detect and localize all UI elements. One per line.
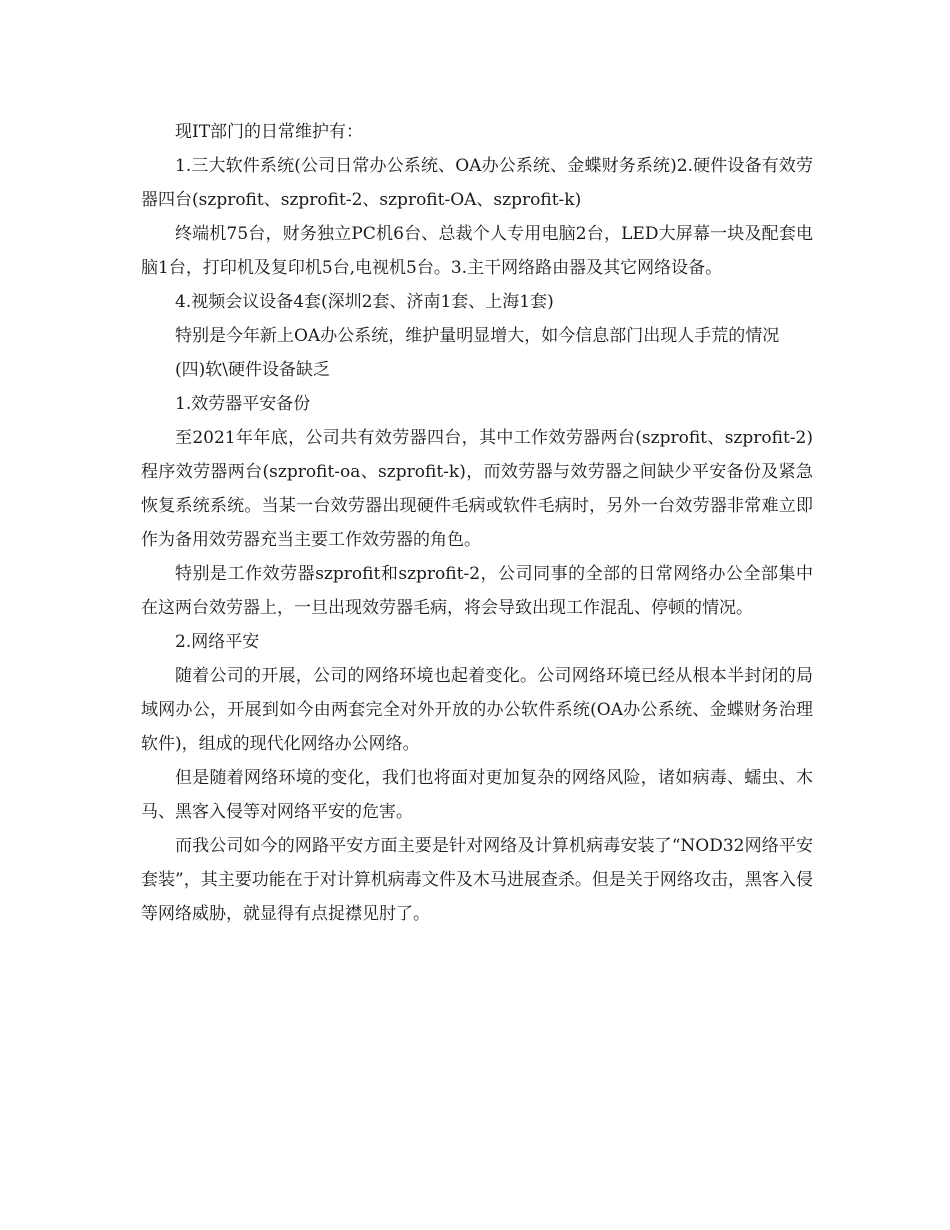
- paragraph-network-risks: 但是随着网络环境的变化，我们也将面对更加复杂的网络风险，诸如病毒、蠕虫、木马、黑客入侵等对网络平安的危害。: [141, 768, 813, 822]
- subheading-server-backup: 1.效劳器平安备份: [175, 394, 311, 414]
- paragraph-nod32-security: 而我公司如今的网路平安方面主要是针对网络及计算机病毒安装了“NOD32网络平安套装”，其主要功能在于对计算机病毒文件及木马进展查杀。但是关于网络攻击，黑客入侵等网络威胁，就显得有点捉襟见肘了。: [141, 836, 813, 924]
- paragraph-network-environment: 随着公司的开展，公司的网络环境也起着变化。公司网络环境已经从根本半封闭的局域网办公，开展到如今由两套完全对外开放的办公软件系统(OA办公系统、金蝶财务治理软件)，组成的现代化网络办公网络。: [141, 666, 813, 754]
- paragraph-it-maintenance-intro: 现IT部门的日常维护有：: [175, 122, 364, 142]
- paragraph-software-hardware: 1.三大软件系统(公司日常办公系统、OA办公系统、金蝶财务系统)2.硬件设备有效劳器四台(szprofit、szprofit-2、szprofit-OA、szprofit-k): [141, 156, 813, 210]
- section-heading-equipment-shortage: (四)软\硬件设备缺乏: [175, 360, 330, 380]
- paragraph-oa-workload: 特别是今年新上OA办公系统，维护量明显增大，如今信息部门出现人手荒的情况: [175, 326, 780, 346]
- paragraph-video-conference: 4.视频会议设备4套(深圳2套、济南1套、上海1套): [175, 292, 554, 312]
- paragraph-server-status: 至2021年年底，公司共有效劳器四台，其中工作效劳器两台(szprofit、szprofit-2)程序效劳器两台(szprofit-oa、szprofit-k)，而效劳器与效劳器之间缺少平安备份及紧急恢复系统系统。当某一台效劳器出现硬件毛病或软件毛病时，另外一台效劳器非常难立即作为备用效劳器充当主要工作效劳器的角色。: [141, 428, 813, 550]
- paragraph-terminals: 终端机75台，财务独立PC机6台、总裁个人专用电脑2台，LED大屏幕一块及配套电脑1台，打印机及复印机5台,电视机5台。3.主干网络路由器及其它网络设备。: [141, 224, 813, 278]
- subheading-network-security: 2.网络平安: [175, 632, 260, 652]
- document-page: [141, 115, 813, 931]
- paragraph-work-servers: 特别是工作效劳器szprofit和szprofit-2，公司同事的全部的日常网络办公全部集中在这两台效劳器上，一旦出现效劳器毛病，将会导致出现工作混乱、停顿的情况。: [141, 564, 813, 618]
